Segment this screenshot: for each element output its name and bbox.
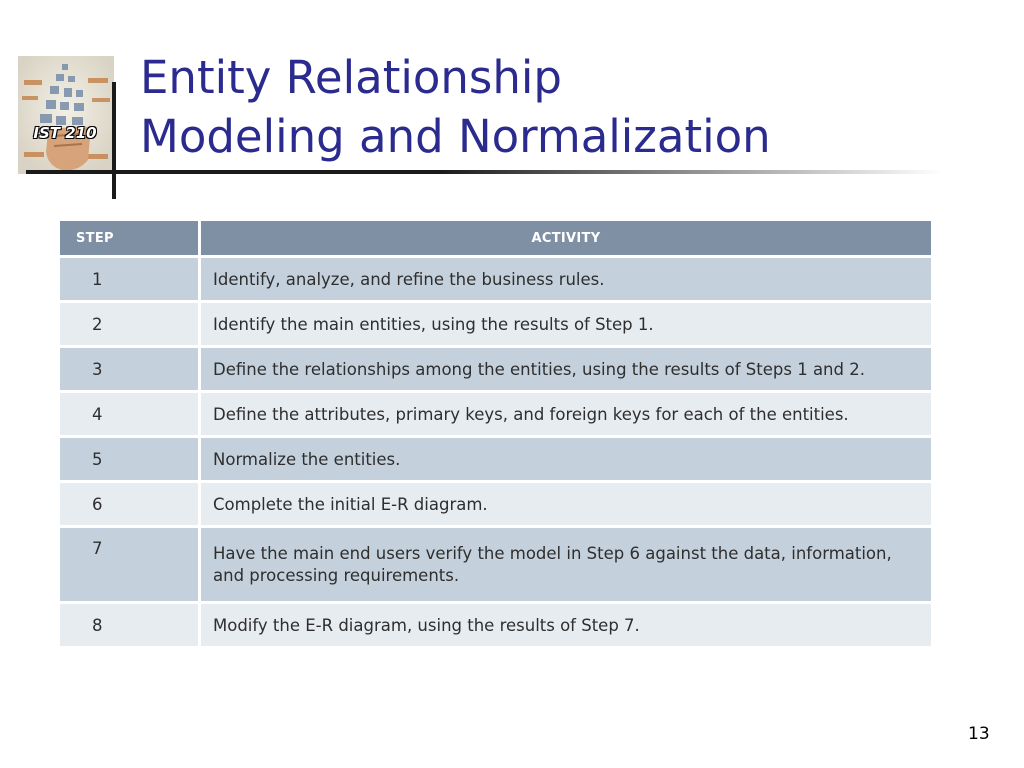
table-row <box>60 300 931 345</box>
table-header-row <box>60 221 931 255</box>
page-number: 13 <box>968 724 990 744</box>
step-number: 3 <box>60 345 201 390</box>
step-activity: Define the attributes, primary keys, and foreign keys for each of the entities. <box>201 390 931 435</box>
title-underline <box>26 170 942 174</box>
title-line-2: Modeling and Normalization <box>140 110 771 163</box>
step-activity: Define the relationships among the entities, using the results of Steps 1 and 2. <box>201 345 931 390</box>
step-activity: Have the main end users verify the model in Step 6 against the data, information, and processing requirements. <box>201 525 931 601</box>
title-line-1: Entity Relationship <box>140 51 562 104</box>
step-number: 4 <box>60 390 201 435</box>
step-number: 5 <box>60 435 201 480</box>
table-row <box>60 601 931 646</box>
table-row <box>60 525 931 601</box>
column-header-activity: ACTIVITY <box>201 221 931 255</box>
step-number: 1 <box>60 255 201 300</box>
vertical-divider <box>112 82 116 199</box>
step-activity: Normalize the entities. <box>201 435 931 480</box>
step-number: 2 <box>60 300 201 345</box>
table-row <box>60 255 931 300</box>
table-row <box>60 480 931 525</box>
step-activity: Complete the initial E-R diagram. <box>201 480 931 525</box>
steps-table <box>60 221 931 646</box>
step-number: 7 <box>60 525 201 601</box>
logo-text: IST 210 <box>33 124 97 142</box>
step-number: 6 <box>60 480 201 525</box>
step-activity: Modify the E-R diagram, using the results of Step 7. <box>201 601 931 646</box>
table-row <box>60 345 931 390</box>
step-number: 8 <box>60 601 201 646</box>
course-logo <box>18 56 114 174</box>
step-activity: Identify, analyze, and refine the business rules. <box>201 255 931 300</box>
column-header-step: STEP <box>60 221 201 255</box>
step-activity: Identify the main entities, using the results of Step 1. <box>201 300 931 345</box>
slide-title <box>140 48 771 166</box>
table-row <box>60 390 931 435</box>
table-row <box>60 435 931 480</box>
